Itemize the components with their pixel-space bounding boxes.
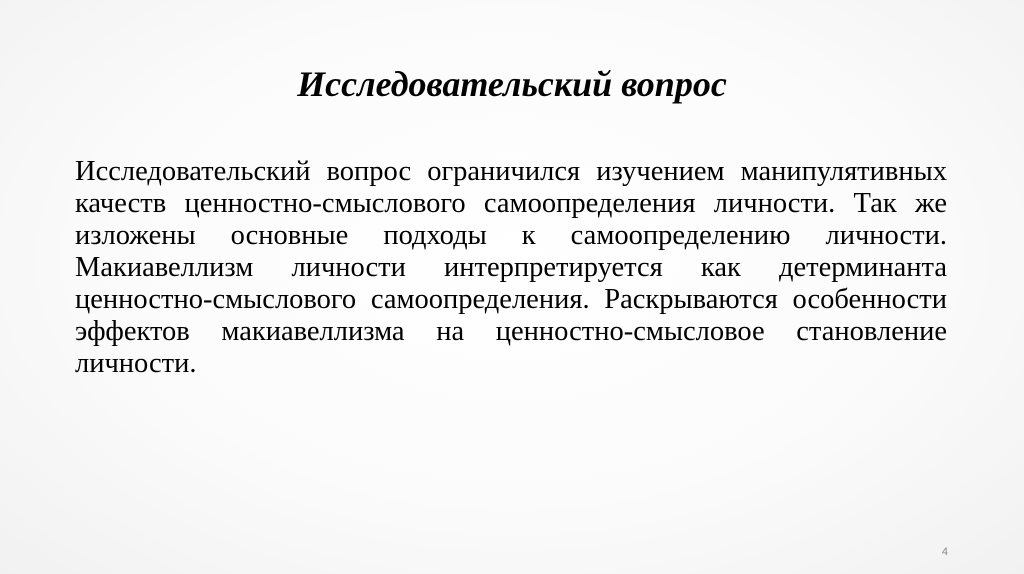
slide-body-text: Исследовательский вопрос ограничился изучением манипулятивных качеств ценностно-смыслового самоопределения личности. Так же изложены основные подходы к самоопределению личности. Макиавеллизм личности интерпретируется как детерминанта ценностно-смыслового самоопределения. Раскрываются особенности эффектов макиавеллизма на ценностно-смысловое становление личности.: [75, 156, 947, 379]
slide-title: Исследовательский вопрос: [297, 64, 727, 104]
page-number: 4: [941, 546, 948, 558]
